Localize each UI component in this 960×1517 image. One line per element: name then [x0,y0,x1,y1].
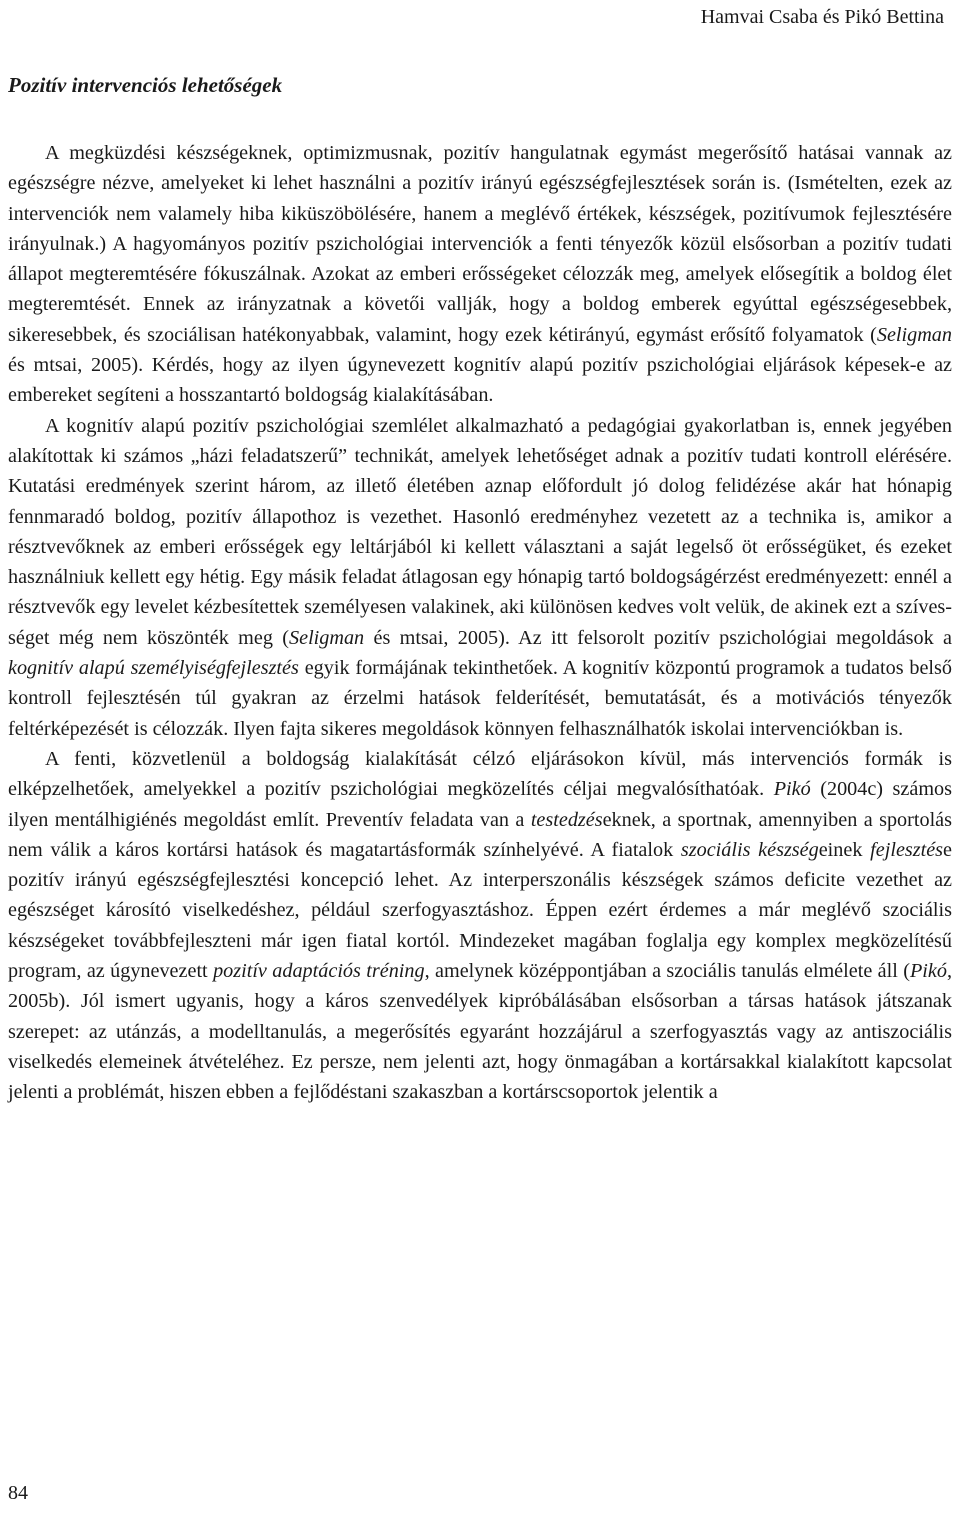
citation-author: Seligman [876,323,952,346]
text-run: , amelynek középpontjában a szociális tanulás elmélete áll ( [424,960,910,983]
citation-author: Pikó [909,960,947,983]
paragraph-3 [8,744,952,1108]
running-header: Hamvai Csaba és Pikó Bettina [700,6,944,28]
text-run: A fenti, közvetlenül a boldogság kialakítását célzó eljárásokon kívül, más intervenciós formák is elképzelhetőek, amelyekkel a pozitív pszichológiai megközelítés céljai megvalósíthatóak. [8,747,952,801]
text-run: einek [818,838,871,861]
text-run: egyik formájának tekinthetőek. A kognitív központú programok a tudatos belső kontroll fejlesztésén túl gyakran az érzelmi hatások felderítését, bemutatását, és a motivációs tényezők feltérképezését is célozzák. Ilyen fajta sikeres megoldások könnyen felhasználhatók iskolai intervenciókban is. [8,657,952,740]
emphasis-term: kognitív alapú személyiségfejlesztés [8,657,299,680]
text-run: A kognitív alapú pozitív pszichológiai szemlélet alkalmazható a pedagógiai gyakorlatban is, ennek jegyében alakítottak ki számos „házi feladatszerű” technikát, amelyek lehetőséget adnak a pozitív tudati kontroll elérésére. Kutatási eredmények szerint három, az illető életében aznap előfordult jó dolog felidézése akár hat hónapig fennmaradó boldog, pozitív állapothoz is vezethet. Hasonló eredményhez vezetett az a technika is, amikor a résztvevőknek az emberi erősségek egy leltárjából ki kellett választani a saját legelső öt erősségüket, és ezeket használniuk kellett egy hétig. Egy másik feladat átlagosan egy hónapig tartó boldogságérzést eredményezett: ennél a résztvevők egy levelet kézbesítettek személyesen valakinek, aki különösen kedves volt velük, de akinek ezt a szívességet még nem köszönték meg ( [8,414,952,649]
emphasis-term: fejlesztés [870,838,944,861]
citation-author: Pikó [773,778,811,801]
citation-author: Seligman [289,626,365,649]
text-run: és mtsai, 2005). Kérdés, hogy az ilyen úgynevezett kognitív alapú pozitív pszichológiai eljárások képesek-e az embereket segíteni a hosszantartó boldogság kialakításában. [8,354,952,407]
emphasis-term: pozitív adaptációs tréning [213,960,425,983]
emphasis-term: testedzés [530,808,603,831]
text-run: eknek, a sportnak, amennyiben a sportolás nem válik a káros kortársi hatások és magatartásformák színhelyévé. A fiatalok [8,808,952,861]
text-run: A megküzdési készségeknek, optimizmusnak, pozitív hangulatnak egymást megerősítő hatásai vannak az egészségre nézve, amelyeket ki lehet használni a pozitív irányú egészségfejlesztések során is. (Ismételten, ezek az intervenciók nem valamely hiba kiküszöbölésére, hanem a meglévő értékek, készségek, pozitívumok fejlesztésére irányulnak.) A hagyományos pozitív pszichológiai intervenciók a fenti tényezők közül elsősorban a pozitív tudati állapot megteremtésére fókuszálnak. Azokat az emberi erősségeket célozzák meg, amelyek elősegítik a boldog élet megteremtését. Ennek az irányzatnak a követői vallják, hogy a boldog emberek egyúttal egészségesebbek, sikeresebbek, és szociálisan hatékonyabbak, valamint, hogy ezek kétirányú, egymást erősítő folyamatok ( [8,142,952,346]
paragraph-1 [8,138,952,411]
page-number: 84 [8,1482,28,1504]
text-run: (2004c) számos ilyen mentálhigiénés megoldást említ. Preventív feladata van a [8,778,952,831]
page-body [8,70,952,1108]
paragraph-2 [8,411,952,744]
text-run: és mtsai, 2005). Az itt felsorolt pozitív pszichológiai megoldások a [364,626,953,649]
text-run: , 2005b). Jól ismert ugyanis, hogy a káros szenvedélyek kipróbálásában elsősorban a társas hatások játszanak szerepet: az utánzás, a modelltanulás, a megerősítés egyaránt hozzájárul a szerfogyasztás vagy az antiszociális viselkedés elemeinek átvételéhez. Ez persze, nem jelenti azt, hogy önmagában a kortársakkal kialakított kapcsolat jelenti a problémát, hiszen ebben a fejlődéstani szakaszban a kortárscsoportok jelentik a [8,960,952,1104]
section-title: Pozitív intervenciós lehetőségek [8,73,283,97]
text-run: e pozitív irányú egészségfejlesztési koncepció lehet. Az interperszonális készségek számos deficite vezethet az egészséget károsító viselkedéshez, például szerfogyasztáshoz. Éppen ezért érdemes a már meglévő szociális készségeket továbbfejleszteni már igen fiatal kortól. Mindezeket magában foglalja egy komplex megközelítésű program, az úgynevezett [8,838,953,983]
emphasis-term: szociális készség [680,838,819,861]
